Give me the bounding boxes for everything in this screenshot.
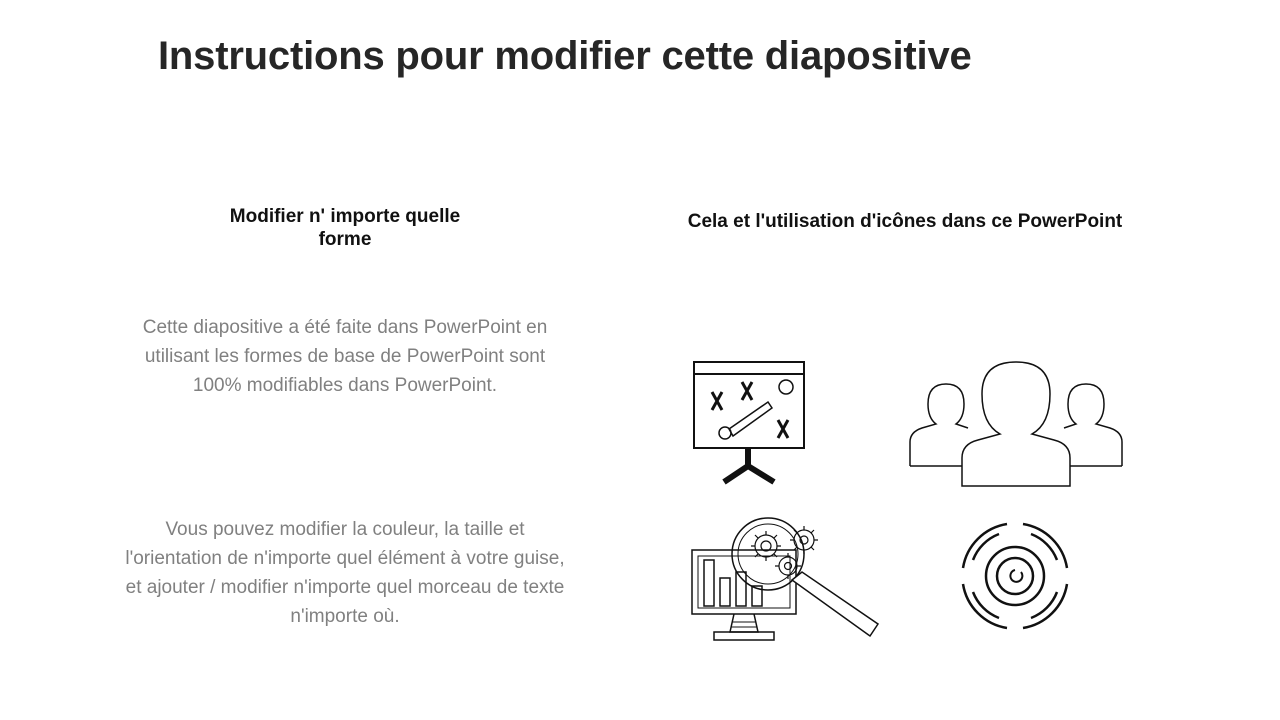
left-paragraph-2: Vous pouvez modifier la couleur, la taille et l'orientation de n'importe quel élément à votre guise, et ajouter / modifier n'importe quel morceau de texte n'importe où.: [125, 519, 565, 627]
right-heading: Cela et l'utilisation d'icônes dans ce PowerPoint: [687, 211, 1123, 232]
left-paragraph-1: Cette diapositive a été faite dans PowerPoint en utilisant les formes de base de PowerPoint sont 100% modifiables dans PowerPoint.: [142, 317, 548, 396]
strategy-board-icon: [690, 360, 810, 490]
target-icon: [955, 516, 1075, 636]
analytics-icon: [690, 516, 884, 644]
slide-title: Instructions pour modifier cette diapositive: [158, 34, 972, 78]
left-heading: Modifier n' importe quelle forme: [229, 206, 461, 250]
team-icon: [908, 358, 1124, 490]
